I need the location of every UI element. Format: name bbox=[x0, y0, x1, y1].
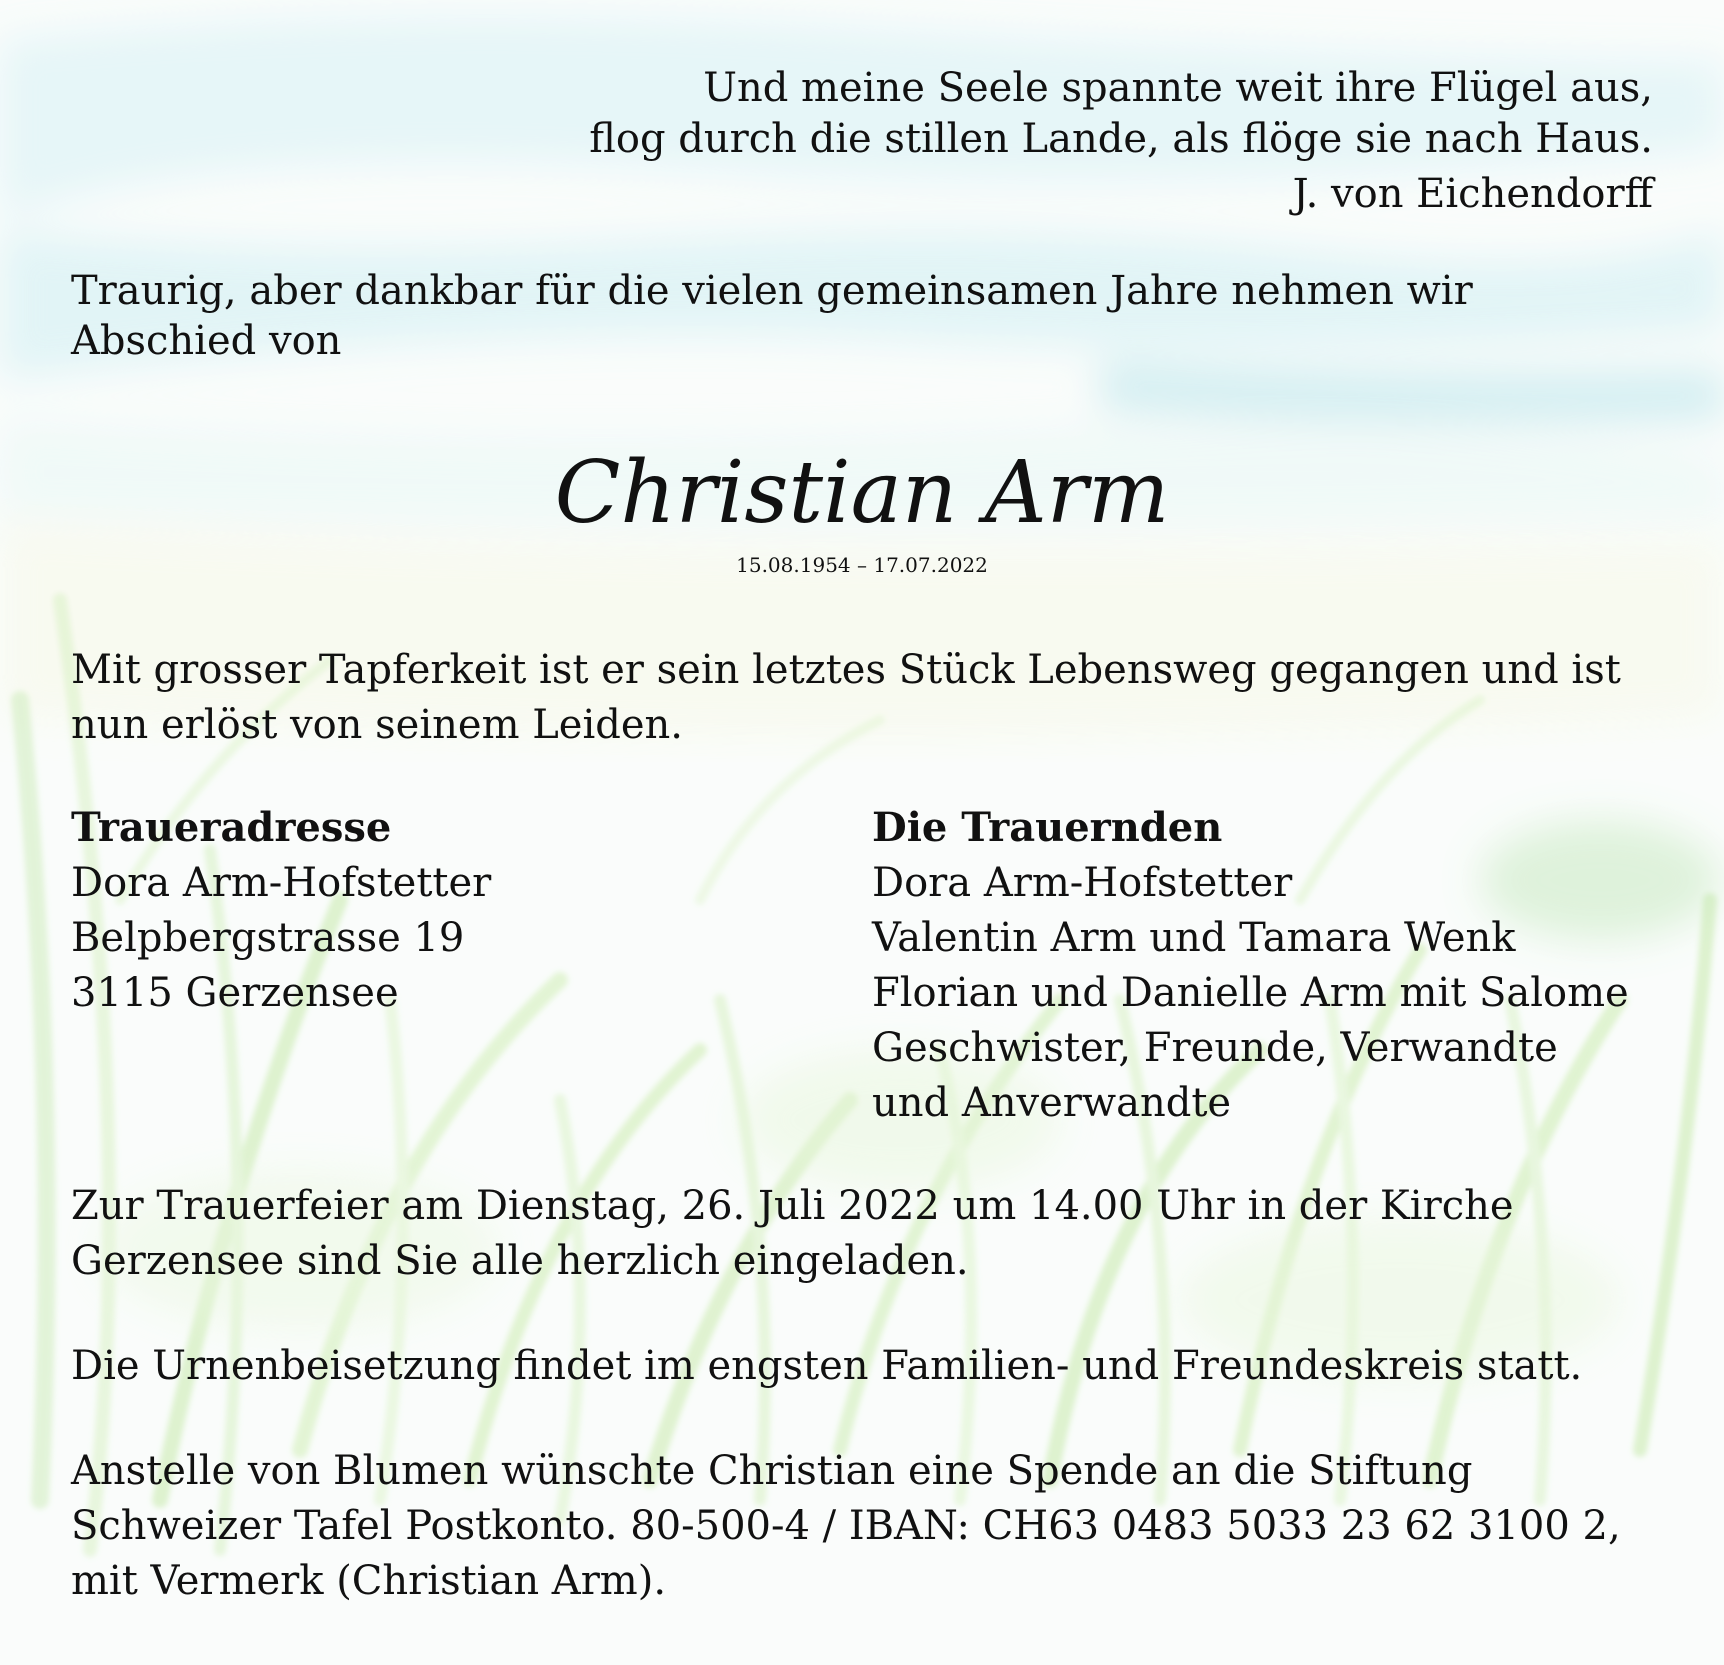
mourner-line: Dora Arm-Hofstetter bbox=[872, 860, 1293, 906]
intro-line-2: Abschied von bbox=[71, 318, 342, 364]
life-dates: 15.08.1954 – 17.07.2022 bbox=[736, 553, 988, 577]
donation-line-2: Schweizer Tafel Postkonto. 80-500-4 / IBAN: CH63 0483 5033 23 62 3100 2, bbox=[71, 1503, 1621, 1549]
address-heading: Traueradresse bbox=[71, 804, 392, 851]
mourner-line: und Anverwandte bbox=[872, 1080, 1232, 1126]
tribute-line-1: Mit grosser Tapferkeit ist er sein letztes Stück Lebensweg gegangen und ist bbox=[71, 647, 1621, 693]
ceremony-line-2: Gerzensee sind Sie alle herzlich eingeladen. bbox=[71, 1238, 969, 1284]
ceremony-line-1: Zur Trauerfeier am Dienstag, 26. Juli 2022 um 14.00 Uhr in der Kirche bbox=[71, 1183, 1514, 1229]
quote-line-2: flog durch die stillen Lande, als flöge sie nach Haus. bbox=[589, 116, 1653, 162]
burial-line: Die Urnenbeisetzung findet im engsten Familien- und Freundeskreis statt. bbox=[71, 1343, 1583, 1389]
address-line: Dora Arm-Hofstetter bbox=[71, 860, 492, 906]
mourner-line: Geschwister, Freunde, Verwandte bbox=[872, 1025, 1558, 1071]
mourners-heading: Die Trauernden bbox=[872, 804, 1223, 851]
intro-line-1: Traurig, aber dankbar für die vielen gemeinsamen Jahre nehmen wir bbox=[71, 268, 1473, 314]
donation-line-3: mit Vermerk (Christian Arm). bbox=[71, 1558, 667, 1604]
quote-line-1: Und meine Seele spannte weit ihre Flügel aus, bbox=[703, 65, 1653, 111]
mourner-line: Valentin Arm und Tamara Wenk bbox=[872, 915, 1516, 961]
mourner-line: Florian und Danielle Arm mit Salome bbox=[872, 970, 1629, 1016]
address-line: 3115 Gerzensee bbox=[71, 970, 399, 1016]
deceased-name: Christian Arm bbox=[554, 443, 1170, 543]
quote-author: J. von Eichendorff bbox=[1292, 171, 1653, 217]
tribute-line-2: nun erlöst von seinem Leiden. bbox=[71, 702, 683, 748]
address-line: Belpbergstrasse 19 bbox=[71, 915, 465, 961]
donation-line-1: Anstelle von Blumen wünschte Christian eine Spende an die Stiftung bbox=[71, 1448, 1473, 1494]
